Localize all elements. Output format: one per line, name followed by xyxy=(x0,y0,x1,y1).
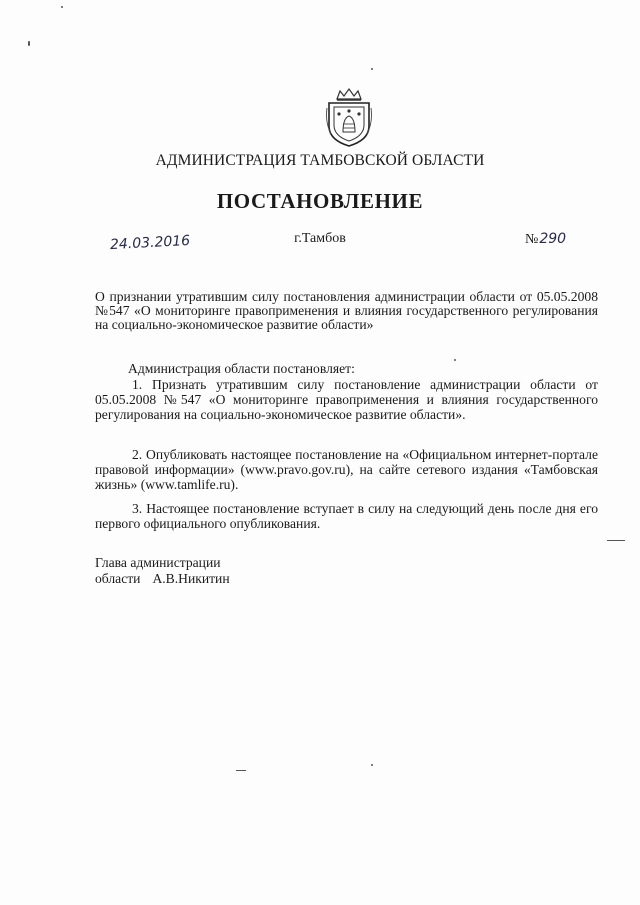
signatory-position-line1: Глава администрации xyxy=(95,555,221,570)
document-number xyxy=(525,231,566,248)
city-label: г.Тамбов xyxy=(294,231,346,246)
scan-speck xyxy=(28,41,30,46)
paragraph-3: 3. Настоящее постановление вступает в силу на следующий день после дня его первого официального опубликования. xyxy=(95,501,598,532)
scan-speck xyxy=(371,764,373,766)
signature-block xyxy=(95,555,230,587)
paragraph-1: 1. Признать утратившим силу постановление администрации области от 05.05.2008 №547 «О мониторинге правоприменения и влияния государственного регулирования на социально-экономическое развитие области». xyxy=(95,377,598,423)
coat-of-arms-icon xyxy=(323,86,375,148)
document-type-heading: ПОСТАНОВЛЕНИЕ xyxy=(216,189,424,213)
scan-speck xyxy=(61,6,63,8)
paragraph-2: 2. Опубликовать настоящее постановление на «Официальном интернет-портале правовой информации» (www.pravo.gov.ru), на сайте сетевого издания «Тамбовская жизнь» (www.tamlife.ru). xyxy=(95,447,598,493)
organization-title: АДМИНИСТРАЦИЯ ТАМБОВСКОЙ ОБЛАСТИ xyxy=(155,152,485,169)
number-prefix: № xyxy=(525,232,539,247)
scan-speck xyxy=(607,540,625,541)
signatory-position-line2 xyxy=(95,571,230,587)
scan-speck xyxy=(454,359,456,361)
signatory-name: А.В.Никитин xyxy=(152,571,230,586)
scan-speck xyxy=(236,770,246,771)
scan-speck xyxy=(371,68,373,70)
document-subject: О признании утратившим силу постановления администрации области от 05.05.2008 №547 «О мониторинге правоприменения и влияния государственного регулирования на социально-экономическое развитие области» xyxy=(95,289,598,332)
handwritten-number: 290 xyxy=(539,231,567,247)
signatory-position-region: области xyxy=(95,571,141,586)
handwritten-date: 24.03.2016 xyxy=(109,232,191,254)
preamble-text: Администрация области постановляет: xyxy=(128,361,355,376)
